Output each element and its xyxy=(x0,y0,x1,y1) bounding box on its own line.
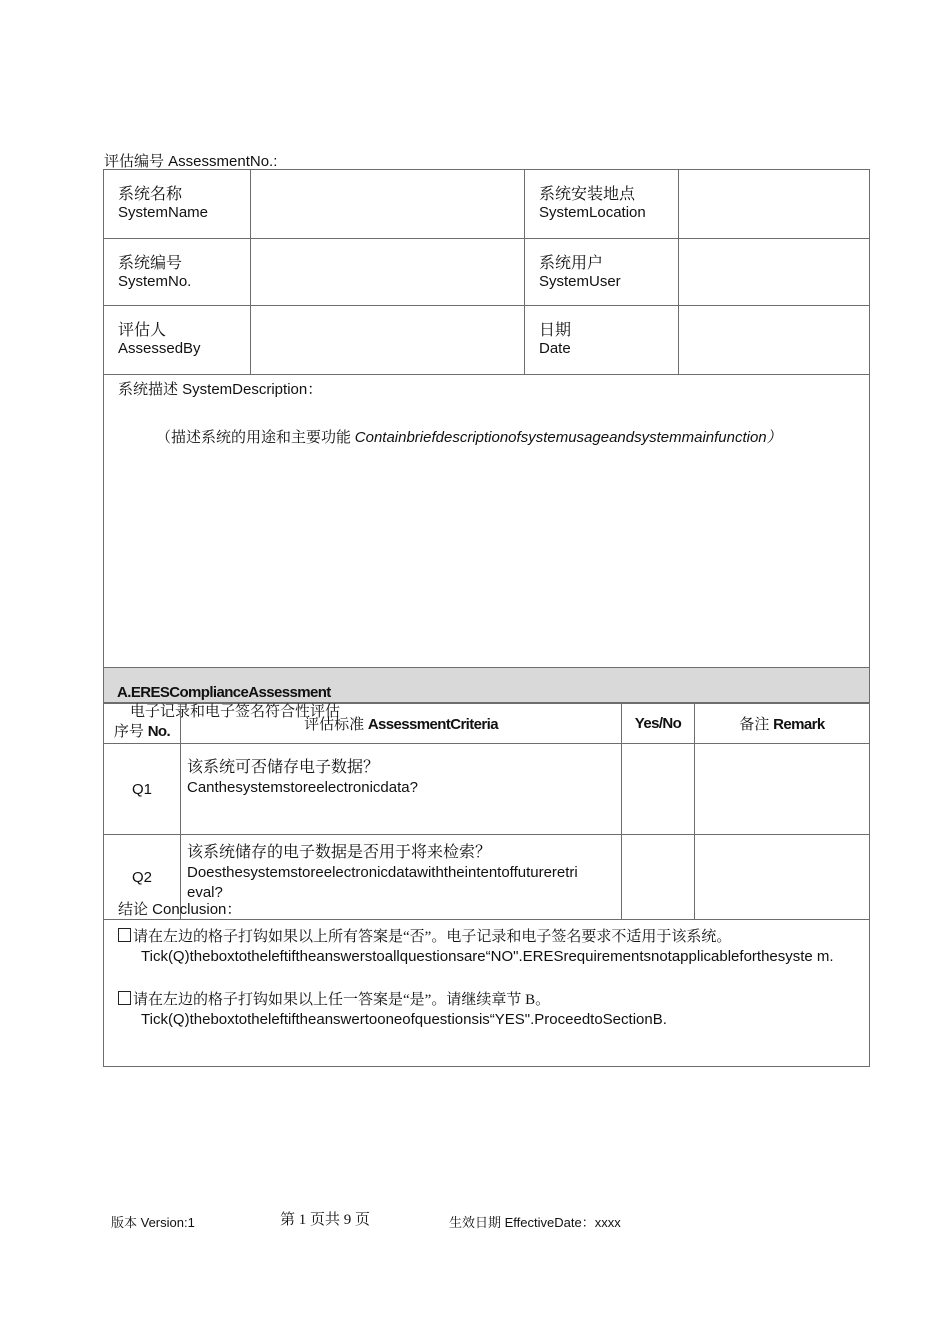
system-location-en: SystemLocation xyxy=(539,204,646,221)
section-a-prefix: A. xyxy=(117,684,131,701)
date-zh: 日期 xyxy=(539,322,572,339)
date-label xyxy=(525,306,679,375)
header-yesno xyxy=(622,703,695,744)
option1-en: Tick(Q)theboxtotheleftiftheanswerstoallquestionsare“NO".ERESrequirementsnotapplicableforthesyste m. xyxy=(141,948,834,965)
header-remark-zh: 备注 xyxy=(739,716,774,733)
description-hint-zh: （描述系统的用途和主要功能 xyxy=(156,430,355,446)
header-criteria-en: AssessmentCriteria xyxy=(367,715,498,733)
header-no xyxy=(104,703,181,744)
system-name-label xyxy=(104,170,251,239)
system-user-value[interactable] xyxy=(679,239,870,306)
system-no-zh: 系统编号 xyxy=(118,255,183,272)
header-remark xyxy=(695,703,870,744)
date-en: Date xyxy=(539,340,571,357)
question-text-zh: 该系统储存的电子数据是否用于将来检索？ xyxy=(187,844,492,861)
header-criteria-zh: 评估标准 xyxy=(304,716,368,733)
system-description-field[interactable] xyxy=(103,374,870,668)
header-criteria xyxy=(181,703,622,744)
system-user-en: SystemUser xyxy=(539,273,621,290)
assessment-number-label: 评估编号 AssessmentNo.: xyxy=(104,153,278,170)
table-row xyxy=(104,744,870,835)
option2-zh: 请在左边的格子打钩如果以上任一答案是“是”。请继续章节 B。 xyxy=(133,992,551,1008)
section-a-title-zh: 电子记录和电子签名符合性评估 xyxy=(130,704,341,720)
question-text-zh: 该系统可否储存电子数据？ xyxy=(187,759,380,776)
header-yesno-text: Yes/No xyxy=(634,715,682,732)
assessment-table-header xyxy=(104,703,870,744)
assessed-by-zh: 评估人 xyxy=(118,322,167,339)
conclusion-section xyxy=(103,898,870,1067)
option2-en: Tick(Q)theboxtotheleftiftheanswertooneofquestionsis“YES".ProceedtoSectionB. xyxy=(141,1011,667,1028)
system-description-hint xyxy=(156,426,782,447)
footer-effective-date: 生效日期 EffectiveDate：xxxx xyxy=(449,1215,621,1230)
conclusion-option-not-applicable xyxy=(118,927,863,966)
footer-version: 版本 Version:1 xyxy=(111,1215,195,1230)
checkbox-not-applicable[interactable] xyxy=(118,928,131,942)
question-number: Q1 xyxy=(104,744,181,835)
system-user-zh: 系统用户 xyxy=(539,255,604,272)
assessed-by-value[interactable] xyxy=(251,306,525,375)
system-name-en: SystemName xyxy=(118,204,209,221)
remark-cell[interactable] xyxy=(695,744,870,835)
system-user-label xyxy=(525,239,679,306)
conclusion-label: 结论 Conclusion： xyxy=(118,901,242,918)
system-no-label xyxy=(104,239,251,306)
footer-page-number: 第 1 页共 9 页 xyxy=(280,1212,371,1228)
header-no-en: No. xyxy=(147,723,171,740)
header-no-zh: 序号 xyxy=(113,724,148,740)
date-value[interactable] xyxy=(679,306,870,375)
question-text-en: Canthesystemstoreelectronicdata? xyxy=(187,779,418,796)
system-no-value[interactable] xyxy=(251,239,525,306)
option1-zh: 请在左边的格子打钩如果以上所有答案是“否”。电子记录和电子签名要求不适用于该系统。 xyxy=(133,929,732,945)
system-location-label xyxy=(525,170,679,239)
description-hint-en: Containbriefdescriptionofsystemusageandsystemmainfunction） xyxy=(354,429,782,446)
question-text-en: Doesthesystemstoreelectronicdatawiththeintentoffutureretri eval? xyxy=(187,864,578,901)
system-location-value[interactable] xyxy=(679,170,870,239)
conclusion-option-proceed xyxy=(118,990,863,1029)
system-no-en: SystemNo. xyxy=(118,273,192,290)
system-name-zh: 系统名称 xyxy=(118,186,183,203)
question-text xyxy=(181,744,622,835)
question-number: Q2 xyxy=(104,835,181,920)
assessed-by-en: AssessedBy xyxy=(118,340,201,357)
system-name-value[interactable] xyxy=(251,170,525,239)
section-a-title-en: ERESComplianceAssessment xyxy=(130,684,331,701)
yesno-cell[interactable] xyxy=(622,744,695,835)
assessed-by-label xyxy=(104,306,251,375)
section-a-header xyxy=(103,667,870,720)
header-remark-en: Remark xyxy=(773,715,825,733)
system-location-zh: 系统安装地点 xyxy=(539,186,636,203)
assessment-table xyxy=(103,702,870,920)
system-info-table xyxy=(103,169,870,375)
checkbox-proceed[interactable] xyxy=(118,991,131,1005)
system-description-label: 系统描述 SystemDescription： xyxy=(118,381,323,398)
